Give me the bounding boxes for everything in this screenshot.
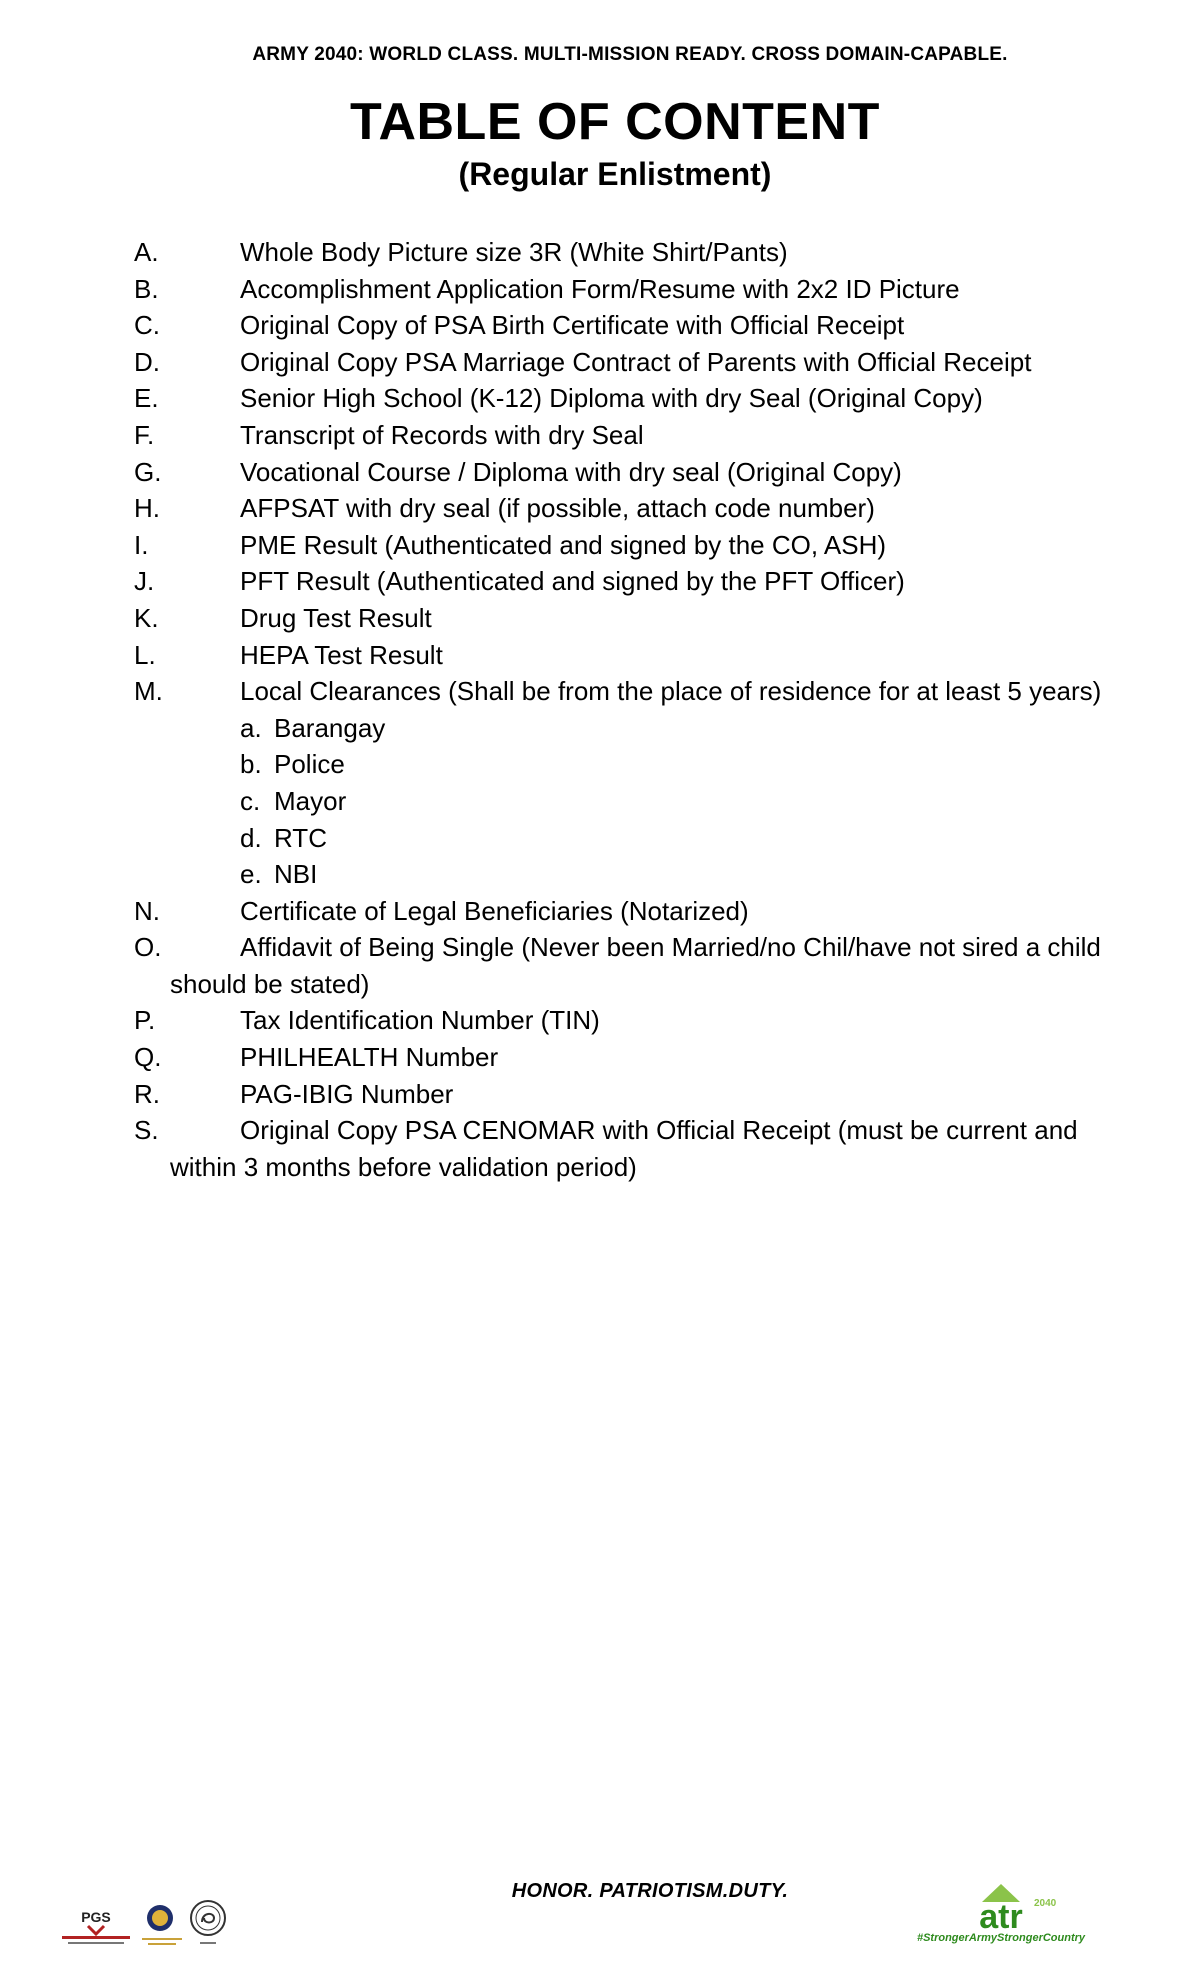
item-letter: M. [134, 676, 163, 707]
item-letter: A. [134, 237, 159, 267]
item-letter: C. [134, 310, 160, 341]
clearance-text: Police [274, 749, 345, 780]
clearance-letter: a. [240, 712, 262, 743]
clearance-text: Mayor [274, 785, 347, 816]
item-letter: D. [134, 346, 160, 377]
list-item [134, 600, 1144, 637]
item-text: Accomplishment Application Form/Resume with 2x2 ID Picture [240, 273, 960, 304]
item-text: Original Copy PSA CENOMAR with Official Receipt (must be current and within 3 months before validation period) [170, 1115, 1078, 1182]
list-item [134, 527, 1144, 564]
clearance-item [134, 710, 1144, 747]
atr-logo-year: 2040 [1034, 1898, 1057, 1909]
list-item [134, 307, 1144, 344]
item-letter: G. [134, 456, 162, 487]
item-letter: E. [134, 383, 159, 414]
item-letter: O. [134, 932, 162, 963]
list-item [134, 673, 1144, 710]
list-item [134, 454, 1144, 491]
list-item [134, 637, 1144, 674]
list-item [134, 1112, 1144, 1185]
clearance-item [134, 856, 1144, 893]
list-item [134, 490, 1144, 527]
clearance-item [134, 820, 1144, 857]
list-item [134, 1076, 1144, 1113]
item-letter: K. [134, 602, 159, 633]
item-text: PME Result (Authenticated and signed by the CO, ASH) [240, 529, 887, 560]
clearance-letter: c. [240, 785, 261, 816]
atr-tagline: #StrongerArmyStrongerCountry [916, 1932, 1086, 1944]
footer-motto: HONOR. PATRIOTISM.DUTY. [511, 1880, 789, 1902]
item-text: Original Copy of PSA Birth Certificate with Official Receipt [240, 310, 905, 341]
clearance-text: NBI [274, 859, 318, 890]
item-letter: H. [134, 493, 160, 524]
clearance-text: RTC [274, 822, 327, 853]
item-text: PFT Result (Authenticated and signed by the PFT Officer) [240, 566, 905, 597]
list-item [134, 563, 1144, 600]
page-subtitle: (Regular Enlistment) [458, 156, 772, 192]
list-item [134, 271, 1144, 308]
pgs-logo-text: PGS [81, 1909, 111, 1925]
item-letter: Q. [134, 1042, 162, 1073]
item-text: PHILHEALTH Number [240, 1042, 499, 1073]
item-text: Certificate of Legal Beneficiaries (Notarized) [240, 895, 749, 926]
atr-logo-text: atr [979, 1898, 1023, 1936]
item-letter: F. [134, 419, 155, 450]
list-item [134, 234, 1144, 271]
item-text: Transcript of Records with dry Seal [240, 419, 644, 450]
item-text: Local Clearances (Shall be from the place of residence for at least 5 years) [240, 676, 1102, 707]
item-text: PAG-IBIG Number [240, 1078, 454, 1109]
clearance-letter: d. [240, 822, 262, 853]
item-text: HEPA Test Result [240, 639, 443, 670]
pgs-logo [58, 1906, 134, 1950]
clearance-text: Barangay [274, 712, 386, 743]
item-letter: J. [134, 566, 155, 597]
item-letter: L. [134, 639, 156, 670]
list-item [134, 929, 1144, 1002]
clearance-item [134, 783, 1144, 820]
requirements-list [134, 234, 1144, 1185]
list-item [134, 344, 1144, 381]
item-text: Senior High School (K-12) Diploma with dry Seal (Original Copy) [240, 383, 983, 414]
header-motto: ARMY 2040: WORLD CLASS. MULTI-MISSION READY. CROSS DOMAIN-CAPABLE. [252, 44, 1008, 65]
item-text: Affidavit of Being Single (Never been Married/no Chil/have not sired a child should be stated) [170, 932, 1101, 999]
round-emblem-logo [186, 1898, 230, 1950]
item-text: Drug Test Result [240, 602, 432, 633]
item-letter: N. [134, 895, 160, 926]
item-letter: B. [134, 273, 159, 304]
item-letter: P. [134, 1005, 156, 1036]
list-item [134, 380, 1144, 417]
clearance-letter: e. [240, 859, 262, 890]
clearance-item [134, 746, 1144, 783]
item-text: Original Copy PSA Marriage Contract of Parents with Official Receipt [240, 346, 1032, 377]
list-item [134, 1039, 1144, 1076]
list-item [134, 893, 1144, 930]
item-letter: R. [134, 1078, 160, 1109]
list-item [134, 1002, 1144, 1039]
item-text: Vocational Course / Diploma with dry seal (Original Copy) [240, 456, 902, 487]
list-item [134, 417, 1144, 454]
item-letter: S. [134, 1115, 159, 1146]
item-letter: I. [134, 529, 149, 560]
item-text: AFPSAT with dry seal (if possible, attach code number) [240, 493, 875, 524]
page-title: TABLE OF CONTENT [350, 93, 880, 151]
clearance-letter: b. [240, 749, 262, 780]
item-text: Whole Body Picture size 3R (White Shirt/Pants) [240, 237, 788, 267]
item-text: Tax Identification Number (TIN) [240, 1005, 600, 1036]
